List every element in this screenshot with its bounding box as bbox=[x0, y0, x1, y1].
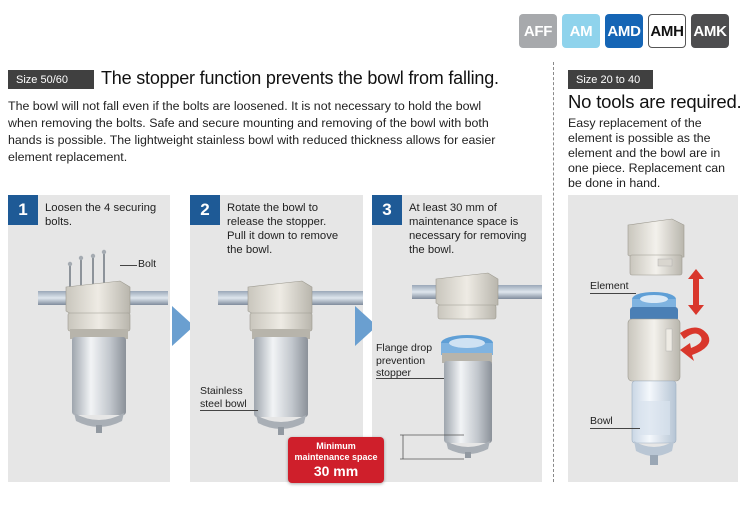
step-1-number: 1 bbox=[8, 195, 38, 225]
section-divider bbox=[553, 62, 554, 482]
step-3-panel bbox=[372, 195, 542, 482]
series-tab-aff[interactable]: AFF bbox=[519, 14, 557, 48]
series-tab-amk[interactable]: AMK bbox=[691, 14, 729, 48]
filter-with-bolts-illustration bbox=[8, 195, 170, 482]
step-2-text: Rotate the bowl to release the stopper. Pull it down to remove the bowl. bbox=[227, 202, 339, 256]
series-tab-amh[interactable]: AMH bbox=[648, 14, 686, 48]
element-leader-line bbox=[590, 293, 636, 294]
filter-bowl-removed-illustration bbox=[372, 195, 542, 482]
maintenance-space-value: 30 mm bbox=[313, 463, 359, 479]
series-tab-amd[interactable]: AMD bbox=[605, 14, 643, 48]
element-label: Element bbox=[590, 280, 629, 292]
size-badge-right: Size 20 to 40 bbox=[568, 70, 653, 89]
flange-stopper-label: Flange drop prevention stopper bbox=[376, 342, 433, 379]
element-bowl-replacement-illustration bbox=[568, 195, 738, 482]
stainless-leader-line bbox=[200, 410, 258, 411]
step-1-text: Loosen the 4 securing bolts. bbox=[45, 202, 157, 228]
section-title-left: The stopper function prevents the bowl from falling. bbox=[101, 68, 499, 88]
maintenance-space-box: Minimum maintenance space 30 mm bbox=[288, 437, 384, 483]
stainless-bowl-label: Stainless steel bowl bbox=[200, 385, 247, 410]
section-title-right: No tools are required. bbox=[568, 91, 742, 112]
bolt-leader-line bbox=[120, 265, 137, 266]
bolt-label: Bolt bbox=[138, 258, 157, 270]
series-tab-am[interactable]: AM bbox=[562, 14, 600, 48]
step-2-number: 2 bbox=[190, 195, 220, 225]
step-1-panel bbox=[8, 195, 170, 482]
section-description-left: The bowl will not fall even if the bolts are loosened. It is not necessary to hold the bowl when removing the bolts. Safe and secure mounting and removing of the bowl with both hands is possible. The lightweight stainless bowl with reduced thickness allows for easier element replacement. bbox=[8, 99, 496, 164]
size-badge-left: Size 50/60 bbox=[8, 70, 94, 89]
step-3-number: 3 bbox=[372, 195, 402, 225]
flange-leader-line bbox=[376, 378, 444, 379]
no-tools-panel bbox=[568, 195, 738, 482]
bowl-label: Bowl bbox=[590, 415, 613, 427]
bowl-leader-line bbox=[590, 428, 640, 429]
step-3-text: At least 30 mm of maintenance space is necessary for removing the bowl. bbox=[409, 202, 527, 256]
section-description-right: Easy replacement of the element is possible as the element and the bowl are in one piece. Replacement can be done in hand. bbox=[568, 116, 726, 190]
